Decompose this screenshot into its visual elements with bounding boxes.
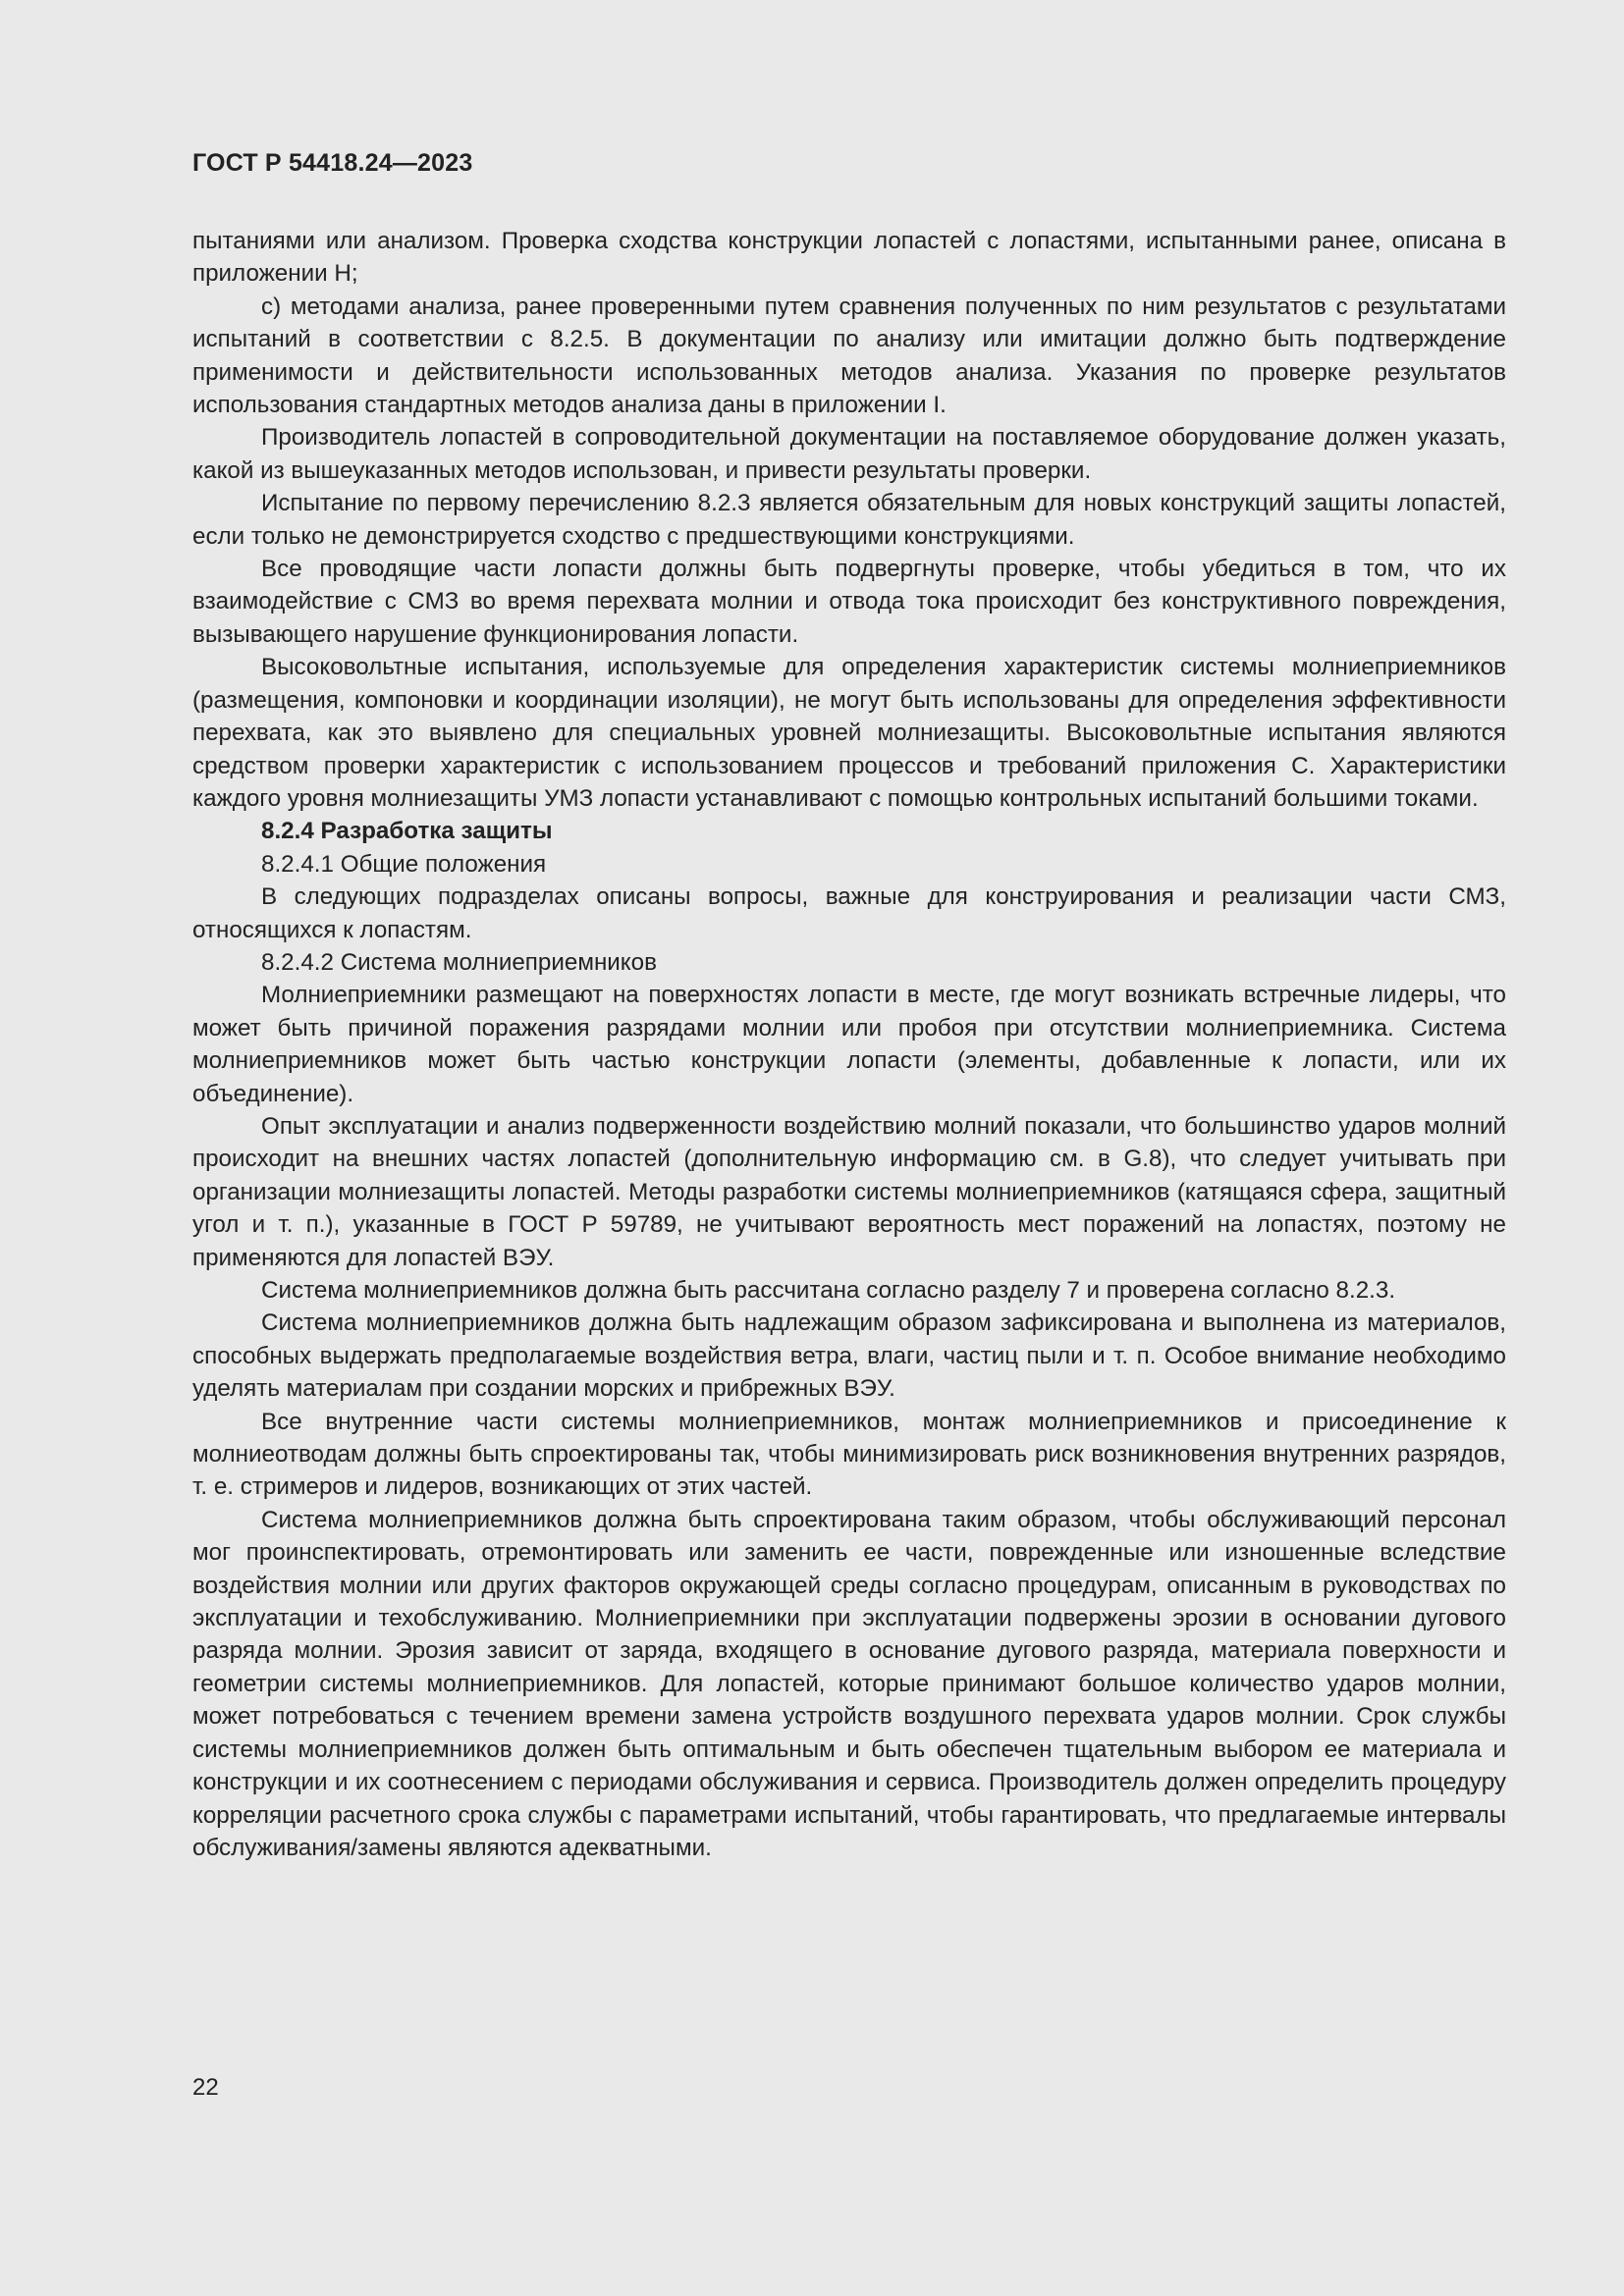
paragraph: Испытание по первому перечислению 8.2.3 является обязательным для новых конструкций защиты лопастей, если только не демонстрируется сходство с предшествующими конструкциями. [192,490,1506,550]
section-heading: 8.2.4 Разработка защиты [261,818,553,845]
document-body [192,225,1506,1864]
subsection-heading: 8.2.4.1 Общие положения [261,850,547,878]
paragraph-list-item-c: c) методами анализа, ранее проверенными путем сравнения полученных по ним результатов с результатами испытаний в соответствии с 8.2.5. В документации по анализу или имитации должно быть подтверждение применимости и действительности использованных методов анализа. Указания по проверке результатов использования стандартных методов анализа даны в приложении I. [192,293,1506,419]
paragraph: Система молниеприемников должна быть спроектирована таким образом, чтобы обслуживающий персонал мог проинспектировать, отремонтировать или заменить ее части, поврежденные или изношенные вследствие воздействия молнии или других факторов окружающей среды согласно процедурам, описанным в руководствах по эксплуатации и техобслуживанию. Молниеприемники при эксплуатации подвержены эрозии в основании дугового разряда молнии. Эрозия зависит от заряда, входящего в основание дугового разряда, материала поверхности и геометрии системы молниеприемников. Для лопастей, которые принимают большое количество ударов молнии, может потребоваться с течением времени замена устройств воздушного перехвата ударов молнии. Срок службы системы молниеприемников должен быть оптимальным и быть обеспечен тщательным выбором ее материала и конструкции и их соотнесением с периодами обслуживания и сервиса. Производитель должен определить процедуру корреляции расчетного срока службы с параметрами испытаний, чтобы гарантировать, что предлагаемые интервалы обслуживания/замены являются адекватными. [192,1506,1506,1861]
paragraph: Система молниеприемников должна быть надлежащим образом зафиксирована и выполнена из материалов, способных выдержать предполагаемые воздействия ветра, влаги, частиц пыли и т. п. Особое внимание необходимо уделять материалам при создании морских и прибрежных ВЭУ. [192,1309,1506,1403]
paragraph: Производитель лопастей в сопроводительной документации на поставляемое оборудование должен указать, какой из вышеуказанных методов использован, и привести результаты проверки. [192,424,1506,484]
paragraph: Система молниеприемников должна быть рассчитана согласно разделу 7 и проверена согласно 8.2.3. [261,1277,1396,1304]
paragraph-continuation: пытаниями или анализом. Проверка сходства конструкции лопастей с лопастями, испытанными ранее, описана в приложении H; [192,228,1506,288]
subsection-heading: 8.2.4.2 Система молниеприемников [261,948,657,976]
paragraph: В следующих подразделах описаны вопросы, важные для конструирования и реализации части СМЗ, относящихся к лопастям. [192,883,1506,943]
paragraph: Опыт эксплуатации и анализ подверженности воздействию молний показали, что большинство ударов молний происходит на внешних частях лопастей (дополнительную информацию см. в G.8), что следует учитывать при организации молниезащиты лопастей. Методы разработки системы молниеприемников (катящаяся сфера, защитный угол и т. п.), указанные в ГОСТ Р 59789, не учитывают вероятность мест поражений на лопастях, поэтому не применяются для лопастей ВЭУ. [192,1112,1506,1271]
standard-code-header: ГОСТ Р 54418.24—2023 [192,149,473,177]
paragraph: Все проводящие части лопасти должны быть подвергнуты проверке, чтобы убедиться в том, что их взаимодействие с СМЗ во время перехвата молнии и отвода тока происходит без конструктивного повреждения, вызывающего нарушение функционирования лопасти. [192,556,1506,648]
paragraph: Высоковольтные испытания, используемые для определения характеристик системы молниеприемников (размещения, компоновки и координации изоляции), не могут быть использованы для определения эффективности перехвата, как это выявлено для специальных уровней молниезащиты. Высоковольтные испытания являются средством проверки характеристик с использованием процессов и требований приложения C. Характеристики каждого уровня молниезащиты УМЗ лопасти устанавливают с помощью контрольных испытаний большими токами. [192,654,1506,812]
paragraph: Молниеприемники размещают на поверхностях лопасти в месте, где могут возникать встречные лидеры, что может быть причиной поражения разрядами молнии или пробоя при отсутствии молниеприемника. Система молниеприемников может быть частью конструкции лопасти (элементы, добавленные к лопасти, или их объединение). [192,982,1506,1107]
paragraph: Все внутренние части системы молниеприемников, монтаж молниеприемников и присоединение к молниеотводам должны быть спроектированы так, чтобы минимизировать риск возникновения внутренних разрядов, т. е. стримеров и лидеров, возникающих от этих частей. [192,1408,1506,1501]
page-number: 22 [192,2074,219,2101]
